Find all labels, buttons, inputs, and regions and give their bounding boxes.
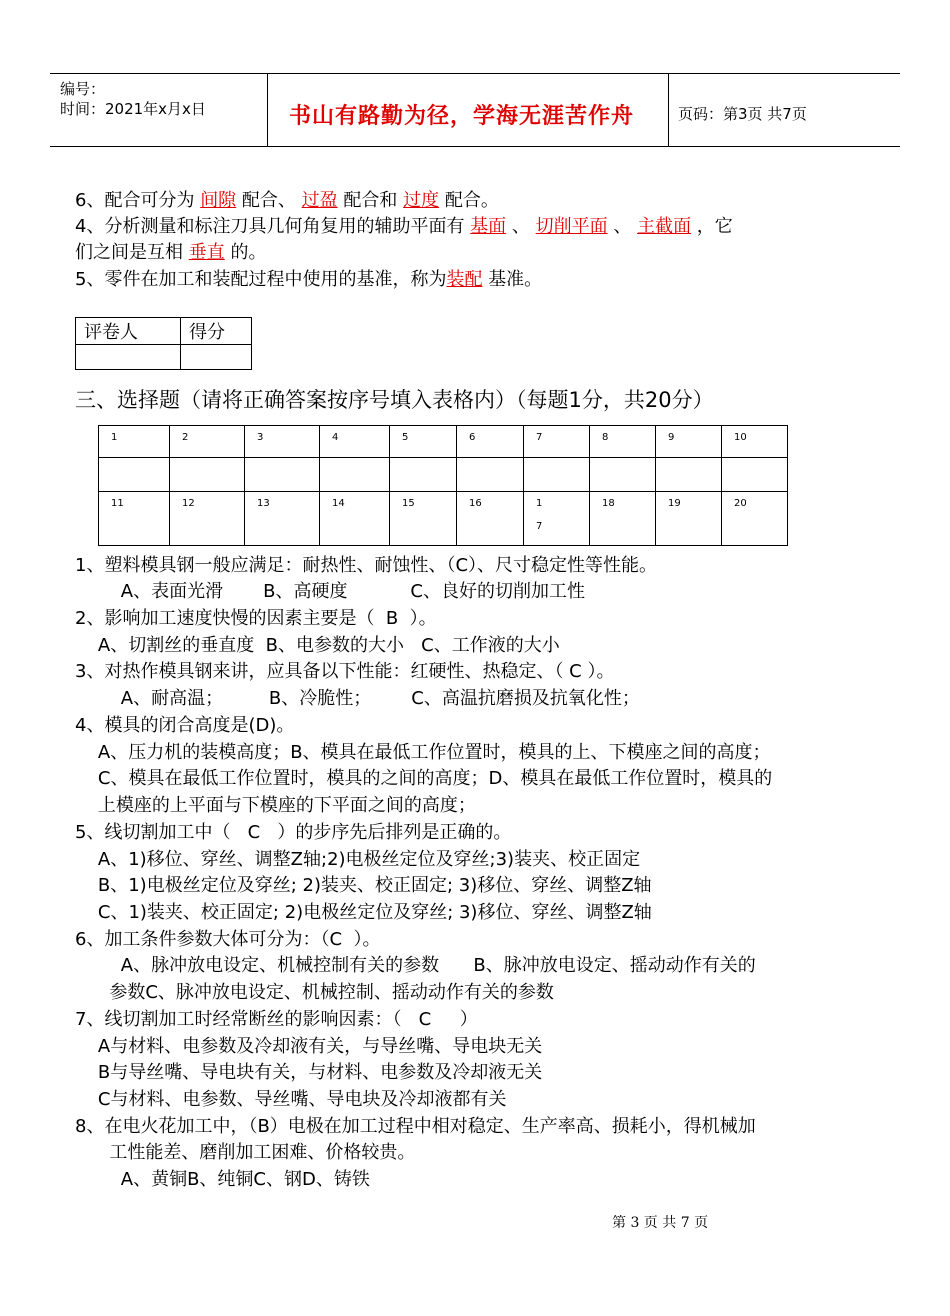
doc-time-label: 时间：2021年x月x日 [60, 100, 206, 118]
q4-line2-prefix: 们之间是互相 [75, 242, 189, 263]
grid-answer-cell [99, 458, 170, 492]
q4-answer-3: 主截面 [637, 216, 692, 237]
grid-label: 20 [722, 492, 788, 546]
q4-answer-1: 基面 [470, 216, 507, 237]
grid-label-split [524, 492, 590, 546]
question-line: A、脉冲放电设定、机械控制有关的参数 B、脉冲放电设定、摇动动作有关的 [75, 955, 756, 976]
grader-header: 评卷人 [76, 318, 181, 345]
score-header: 得分 [181, 318, 252, 345]
question-line: 6、加工条件参数大体可分为：（C ）。 [75, 929, 381, 950]
grid-label: 13 [245, 492, 320, 546]
q4-sep-2: 、 [607, 216, 638, 237]
score-cell [181, 345, 252, 370]
grid-label: 1 [99, 426, 170, 458]
question-line: 5、线切割加工中（ C ）的步序先后排列是正确的。 [75, 822, 512, 843]
grid-label: 12 [170, 492, 245, 546]
q6-mid-1: 配合、 [236, 190, 302, 211]
header-divider-right [668, 73, 669, 147]
q6-mid-2: 配合和 [337, 190, 404, 211]
fill-q6 [75, 186, 499, 212]
q4-suffix: ，它 [691, 216, 733, 237]
question-line: A、耐高温； B、冷脆性； C、高温抗磨损及抗氧化性； [75, 688, 640, 709]
grid-label: 5 [390, 426, 457, 458]
question-line: A、1)移位、穿丝、调整Z轴;2)电极丝定位及穿丝;3)装夹、校正固定 [75, 849, 641, 870]
grid-label: 11 [99, 492, 170, 546]
grid-label: 4 [320, 426, 390, 458]
fill-q4-line2 [75, 238, 266, 264]
grid-label: 2 [170, 426, 245, 458]
grid-label: 18 [590, 492, 656, 546]
grid-answer-cell [457, 458, 524, 492]
question-line: B与导丝嘴、导电块有关，与材料、电参数及冷却液无关 [75, 1062, 543, 1083]
q6-answer-3: 过度 [403, 190, 440, 211]
grid-label-part: 7 [536, 521, 543, 532]
grader-cell [76, 345, 181, 370]
q4-answer-2: 切削平面 [535, 216, 608, 237]
question-line: B、1)电极丝定位及穿丝; 2)装夹、校正固定; 3)移位、穿丝、调整Z轴 [75, 875, 652, 896]
header-divider-left [267, 73, 268, 147]
grid-answer-cell [656, 458, 722, 492]
grid-answer-cell [590, 458, 656, 492]
q6-suffix: 配合。 [439, 190, 499, 211]
fill-q5 [75, 265, 542, 291]
question-line: 参数C、脉冲放电设定、机械控制、摇动动作有关的参数 [75, 982, 554, 1003]
question-line: 7、线切割加工时经常断丝的影响因素：（ C ） [75, 1009, 478, 1030]
header-top-rule [50, 73, 900, 74]
page-code: 页码：第3页 共7页 [678, 105, 807, 123]
question-line: C、模具在最低工作位置时，模具的之间的高度；D、模具在最低工作位置时，模具的 [75, 768, 773, 789]
grid-answer-cell [524, 458, 590, 492]
grid-label: 14 [320, 492, 390, 546]
grid-answer-cell [320, 458, 390, 492]
header-bottom-rule [50, 146, 900, 147]
answer-grid [98, 425, 788, 546]
grid-answer-cell [722, 458, 788, 492]
question-line: A与材料、电参数及冷却液有关，与导丝嘴、导电块无关 [75, 1036, 543, 1057]
grid-label: 8 [590, 426, 656, 458]
page-footer: 第 3 页 共 7 页 [612, 1215, 709, 1231]
question-line: 4、模具的闭合高度是(D)。 [75, 715, 295, 736]
question-line: A、压力机的装模高度；B、模具在最低工作位置时，模具的上、下模座之间的高度； [75, 742, 771, 763]
q5-prefix: 5、零件在加工和装配过程中使用的基准，称为 [75, 269, 447, 290]
question-line: 工性能差、磨削加工困难、价格较贵。 [75, 1142, 416, 1163]
fill-q4-line1 [75, 212, 733, 238]
grid-label: 9 [656, 426, 722, 458]
grid-answer-cell [170, 458, 245, 492]
question-line: 1、塑料模具钢一般应满足：耐热性、耐蚀性、（C）、尺寸稳定性等性能。 [75, 555, 658, 576]
question-line: 2、影响加工速度快慢的因素主要是（ B ）。 [75, 608, 437, 629]
grid-label: 16 [457, 492, 524, 546]
question-line: 上模座的上平面与下模座的下平面之间的高度； [75, 795, 476, 816]
question-line: C、1)装夹、校正固定; 2)电极丝定位及穿丝; 3)移位、穿丝、调整Z轴 [75, 902, 652, 923]
question-line: C与材料、电参数、导丝嘴、导电块及冷却液都有关 [75, 1089, 507, 1110]
grid-label: 19 [656, 492, 722, 546]
question-line: 3、对热作模具钢来讲，应具备以下性能：红硬性、热稳定、（ C ）。 [75, 661, 615, 682]
grid-label: 6 [457, 426, 524, 458]
grid-label-part: 1 [536, 498, 543, 509]
grid-label: 10 [722, 426, 788, 458]
grid-answer-cell [245, 458, 320, 492]
q4-line2-suffix: 的。 [224, 242, 267, 263]
question-line: A、黄铜B、纯铜C、钢D、铸铁 [75, 1169, 370, 1190]
q6-answer-2: 过盈 [301, 190, 338, 211]
q6-prefix: 6、配合可分为 [75, 190, 201, 211]
question-line: 8、在电火花加工中，（B）电极在加工过程中相对稳定、生产率高、损耗小，得机械加 [75, 1116, 756, 1137]
question-line: A、切割丝的垂直度 B、电参数的大小 C、工作液的大小 [75, 635, 560, 656]
q5-suffix: 基准。 [482, 269, 543, 290]
grid-label: 7 [524, 426, 590, 458]
grid-label: 3 [245, 426, 320, 458]
grid-answer-cell [390, 458, 457, 492]
q4-prefix: 4、分析测量和标注刀具几何角复用的辅助平面有 [75, 216, 471, 237]
question-line: A、表面光滑 B、高硬度 C、良好的切削加工性 [75, 581, 585, 602]
grid-label: 15 [390, 492, 457, 546]
section-3-title: 三、选择题（请将正确答案按序号填入表格内）（每题1分，共20分） [75, 388, 714, 412]
doc-number-label: 编号： [60, 80, 106, 98]
q4-sep-1: 、 [506, 216, 536, 237]
q5-answer-1: 装配 [446, 269, 483, 290]
q6-answer-1: 间隙 [200, 190, 237, 211]
grader-table [75, 317, 252, 370]
q4-answer-4: 垂直 [188, 242, 225, 263]
motto: 书山有路勤为径，学海无涯苦作舟 [289, 104, 635, 129]
